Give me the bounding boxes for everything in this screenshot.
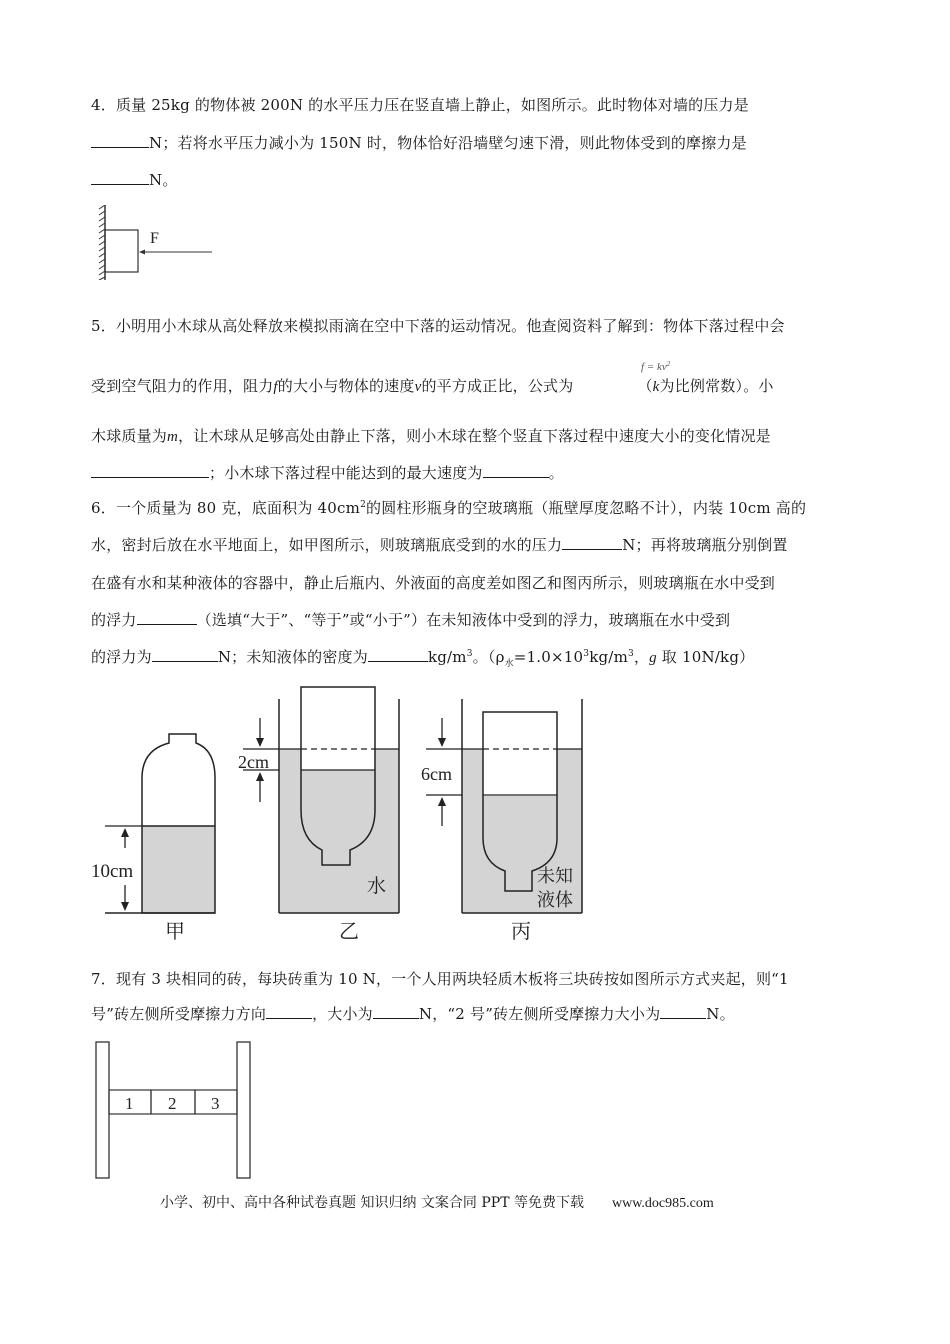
- q5-text-2c: 的平方成正比，公式为: [421, 377, 574, 395]
- left-board: [96, 1042, 109, 1178]
- q5-text-2e: 为比例常数）。小: [659, 377, 774, 395]
- q7-text-1: ．现有 3 块相同的砖，每块砖重为 10 N，一个人用两块轻质木板将三块砖按如图所示方式夹起，则“1: [100, 970, 789, 988]
- q7-answer-blank-1[interactable]: [266, 1004, 312, 1019]
- q6-answer-blank-2[interactable]: [137, 610, 197, 625]
- q7-answer-blank-3[interactable]: [660, 1004, 706, 1019]
- q6-text-5e: =1.0×10: [513, 648, 584, 666]
- q5-line-1: [91, 316, 785, 336]
- figure-yi: [238, 687, 399, 943]
- brick-2-label: 2: [168, 1094, 177, 1113]
- q5-number: 5: [91, 317, 101, 335]
- q5-line-4: [91, 463, 564, 483]
- var-k: k: [652, 379, 660, 395]
- q7-text-2d: N。: [706, 1005, 735, 1023]
- q4-answer-blank-1[interactable]: [91, 133, 149, 148]
- wall-hatch: [99, 205, 105, 280]
- formula-exponent: 2: [666, 360, 671, 368]
- q5-answer-blank-2[interactable]: [483, 463, 549, 478]
- q6-text-4a: 的浮力: [91, 611, 137, 629]
- q7-text-2c: N，“2 号”砖左侧所受摩擦力大小为: [418, 1005, 661, 1023]
- page-footer: [160, 1192, 714, 1212]
- q6-answer-blank-3[interactable]: [152, 647, 218, 662]
- q6-text-5c: kg/m: [427, 648, 467, 666]
- q7-number: 7: [91, 970, 101, 988]
- q7-line-1: [91, 969, 789, 989]
- var-v: v: [414, 379, 422, 395]
- q6-text-1a: ．一个质量为 80 克，底面积为 40cm: [100, 499, 361, 517]
- q5-line-2: [91, 376, 774, 397]
- q7-text-2a: 号”砖左侧所受摩擦力方向: [91, 1005, 267, 1023]
- footer-url[interactable]: www.doc985.com: [611, 1196, 714, 1211]
- q5-answer-blank-1[interactable]: [91, 463, 209, 478]
- brick-3-label: 3: [211, 1094, 220, 1113]
- q5-text-4-end: 。: [548, 464, 564, 482]
- figure-bing: [421, 699, 582, 943]
- q4-wall-force-figure: [95, 205, 225, 280]
- q6-text-5h: 取 10N/kg）: [656, 648, 755, 666]
- q6-sup-4: 3: [628, 649, 634, 659]
- yi-height-label: 2cm: [238, 752, 269, 772]
- var-f: f: [273, 379, 278, 395]
- force-arrowhead: [139, 250, 145, 255]
- q7-answer-blank-2[interactable]: [373, 1004, 419, 1019]
- q6-text-4b: （选填“大于”、“等于”或“小于”）在未知液体中受到的浮力，玻璃瓶在水中受到: [196, 611, 731, 629]
- q6-sup-1: 2: [360, 500, 366, 510]
- yi-caption: 乙: [339, 921, 359, 943]
- q4-line-1: [91, 95, 749, 115]
- q4-line-3: [91, 170, 178, 190]
- q6-text-5b: N；未知液体的密度为: [217, 648, 368, 666]
- q6-sub-water: 水: [504, 659, 514, 669]
- q5-formula: [641, 361, 670, 373]
- q5-text-3b: ，让木球从足够高处由静止下落，则小木球在整个竖直下落过程中速度大小的变化情况是: [178, 427, 771, 445]
- q4-number: 4: [91, 96, 101, 114]
- q6-text-5a: 的浮力为: [91, 648, 152, 666]
- q7-line-2: [91, 1004, 735, 1024]
- q5-text-2b: 的大小与物体的速度: [277, 377, 415, 395]
- bing-liquid-label-2: 液体: [537, 890, 573, 910]
- var-m: m: [167, 429, 179, 445]
- q7-bricks-figure: [95, 1040, 255, 1180]
- q6-text-3: 在盛有水和某种液体的容器中，静止后瓶内、外液面的高度差如图乙和图丙所示，则玻璃瓶在水中受到: [91, 574, 776, 592]
- q6-line-1: [91, 498, 806, 518]
- bing-liquid-label-1: 未知: [537, 866, 573, 886]
- q6-number: 6: [91, 499, 101, 517]
- formula-text: f = kv: [641, 361, 667, 373]
- q4-text-3: N。: [149, 171, 178, 189]
- q6-text-2a: 水，密封后放在水平地面上，如甲图所示，则玻璃瓶底受到的水的压力: [91, 536, 563, 554]
- q6-sup-3: 3: [583, 649, 590, 659]
- q4-text-2: N；若将水平压力减小为 150N 时，物体恰好沿墙壁匀速下滑，则此物体受到的摩擦力是: [149, 134, 747, 152]
- force-label: F: [150, 230, 159, 247]
- q5-text-2d: （: [637, 377, 653, 395]
- q4-text-1: ．质量 25kg 的物体被 200N 的水平压力压在竖直墙上静止，如图所示。此时物体对墙的压力是: [100, 96, 749, 114]
- q6-line-3: [91, 573, 775, 593]
- q6-text-1b: 的圆柱形瓶身的空玻璃瓶（瓶壁厚度忽略不计），内装 10cm 高的: [366, 499, 807, 517]
- q5-text-4: ；小木球下落过程中能达到的最大速度为: [209, 464, 483, 482]
- q6-text-5d: 。（ρ: [472, 648, 505, 666]
- q5-text-3a: 木球质量为: [91, 427, 168, 445]
- bing-caption: 丙: [511, 921, 531, 943]
- q6-text-5f: kg/m: [589, 648, 628, 666]
- q6-line-5: [91, 647, 754, 668]
- yi-liquid-label: 水: [367, 876, 387, 897]
- q5-text-2a: 受到空气阻力的作用，阻力: [91, 377, 274, 395]
- q4-answer-blank-2[interactable]: [91, 170, 149, 185]
- q6-answer-blank-4[interactable]: [368, 647, 428, 662]
- q6-text-5g: ，: [633, 648, 650, 666]
- q5-line-3: [91, 426, 771, 447]
- q6-line-2: [91, 535, 788, 555]
- jia-water: [142, 826, 215, 913]
- right-board: [237, 1042, 250, 1178]
- q6-text-2b: N；再将玻璃瓶分别倒置: [622, 536, 788, 554]
- jia-height-label: 10cm: [91, 861, 134, 882]
- var-g: g: [649, 650, 657, 666]
- q6-sup-2: 3: [466, 649, 473, 659]
- q6-line-4: [91, 610, 730, 630]
- q6-figures: [85, 680, 595, 950]
- footer-text: 小学、初中、高中各种试卷真题 知识归纳 文案合同 PPT 等免费下载: [160, 1195, 584, 1211]
- q6-answer-blank-1[interactable]: [562, 535, 622, 550]
- figure-jia: [91, 734, 215, 943]
- q7-text-2b: ，大小为: [312, 1005, 373, 1023]
- q5-text-1: ．小明用小木球从高处释放来模拟雨滴在空中下落的运动情况。他查阅资料了解到：物体下落过程中会: [100, 317, 785, 335]
- q4-line-2: [91, 133, 747, 153]
- block: [105, 230, 138, 272]
- jia-caption: 甲: [165, 921, 185, 943]
- brick-1-label: 1: [125, 1094, 134, 1113]
- bing-height-label: 6cm: [421, 764, 452, 784]
